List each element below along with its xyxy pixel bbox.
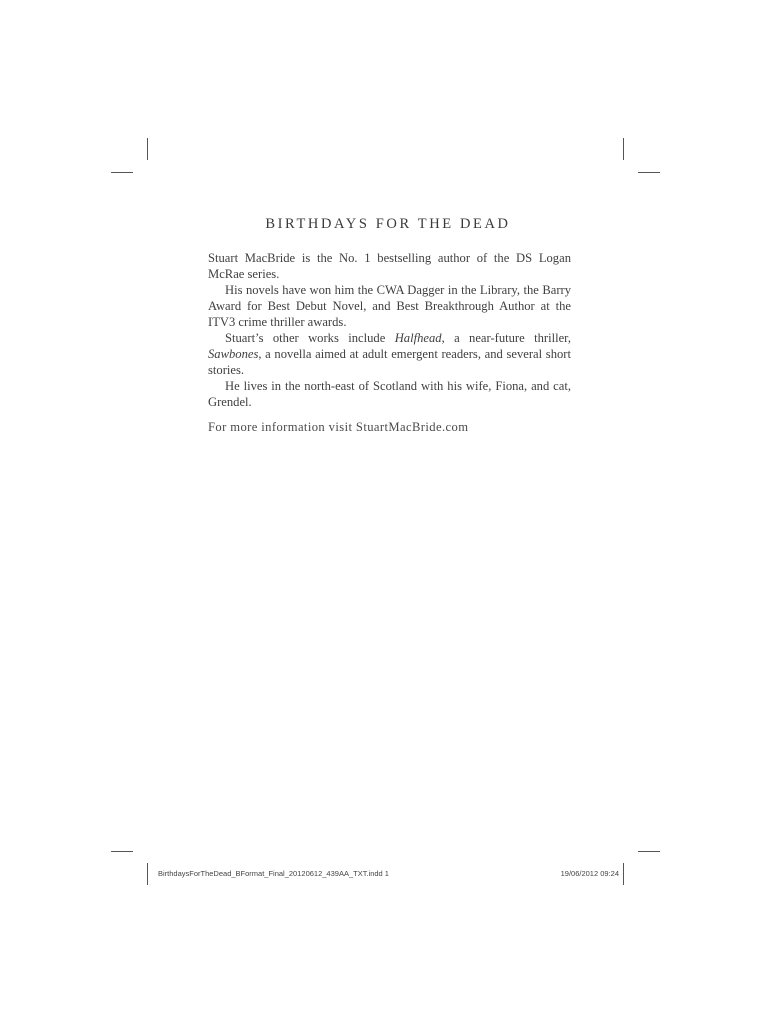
bio-paragraph-1: Stuart MacBride is the No. 1 bestselling author of the DS Logan McRae series.	[208, 251, 571, 281]
bio-paragraph-2: His novels have won him the CWA Dagger in the Library, the Barry Award for Best Debut Novel, and Best Breakthrough Author at the ITV3 crime thriller awards.	[208, 283, 571, 329]
bio-paragraph-3-middle: , a near-future thriller,	[441, 331, 571, 345]
slug-datetime: 19/06/2012 09:24	[560, 869, 619, 878]
bio-paragraph-3	[208, 330, 571, 378]
bio-paragraph-3-end: , a novella aimed at adult emergent readers, and several short stories.	[208, 347, 571, 377]
crop-mark-top-left-vertical	[147, 138, 148, 160]
crop-mark-bottom-left-vertical	[147, 863, 148, 885]
crop-mark-top-right-vertical	[623, 138, 624, 160]
bio-paragraph-3-start: Stuart’s other works include	[225, 331, 395, 345]
book-title: BIRTHDAYS FOR THE DEAD	[265, 216, 511, 232]
crop-mark-bottom-right-horizontal	[638, 851, 660, 852]
crop-mark-bottom-left-horizontal	[111, 851, 133, 852]
crop-mark-top-left-horizontal	[111, 172, 133, 173]
crop-mark-top-right-horizontal	[638, 172, 660, 173]
author-bio	[208, 250, 571, 410]
title-sawbones: Sawbones	[208, 347, 259, 361]
crop-mark-bottom-right-vertical	[623, 863, 624, 885]
bio-paragraph-4: He lives in the north-east of Scotland with his wife, Fiona, and cat, Grendel.	[208, 379, 571, 409]
slug-filename: BirthdaysForTheDead_BFormat_Final_20120612_439AA_TXT.indd 1	[158, 869, 389, 878]
more-info-line: For more information visit StuartMacBride.com	[208, 420, 469, 434]
title-halfhead: Halfhead	[394, 331, 442, 345]
